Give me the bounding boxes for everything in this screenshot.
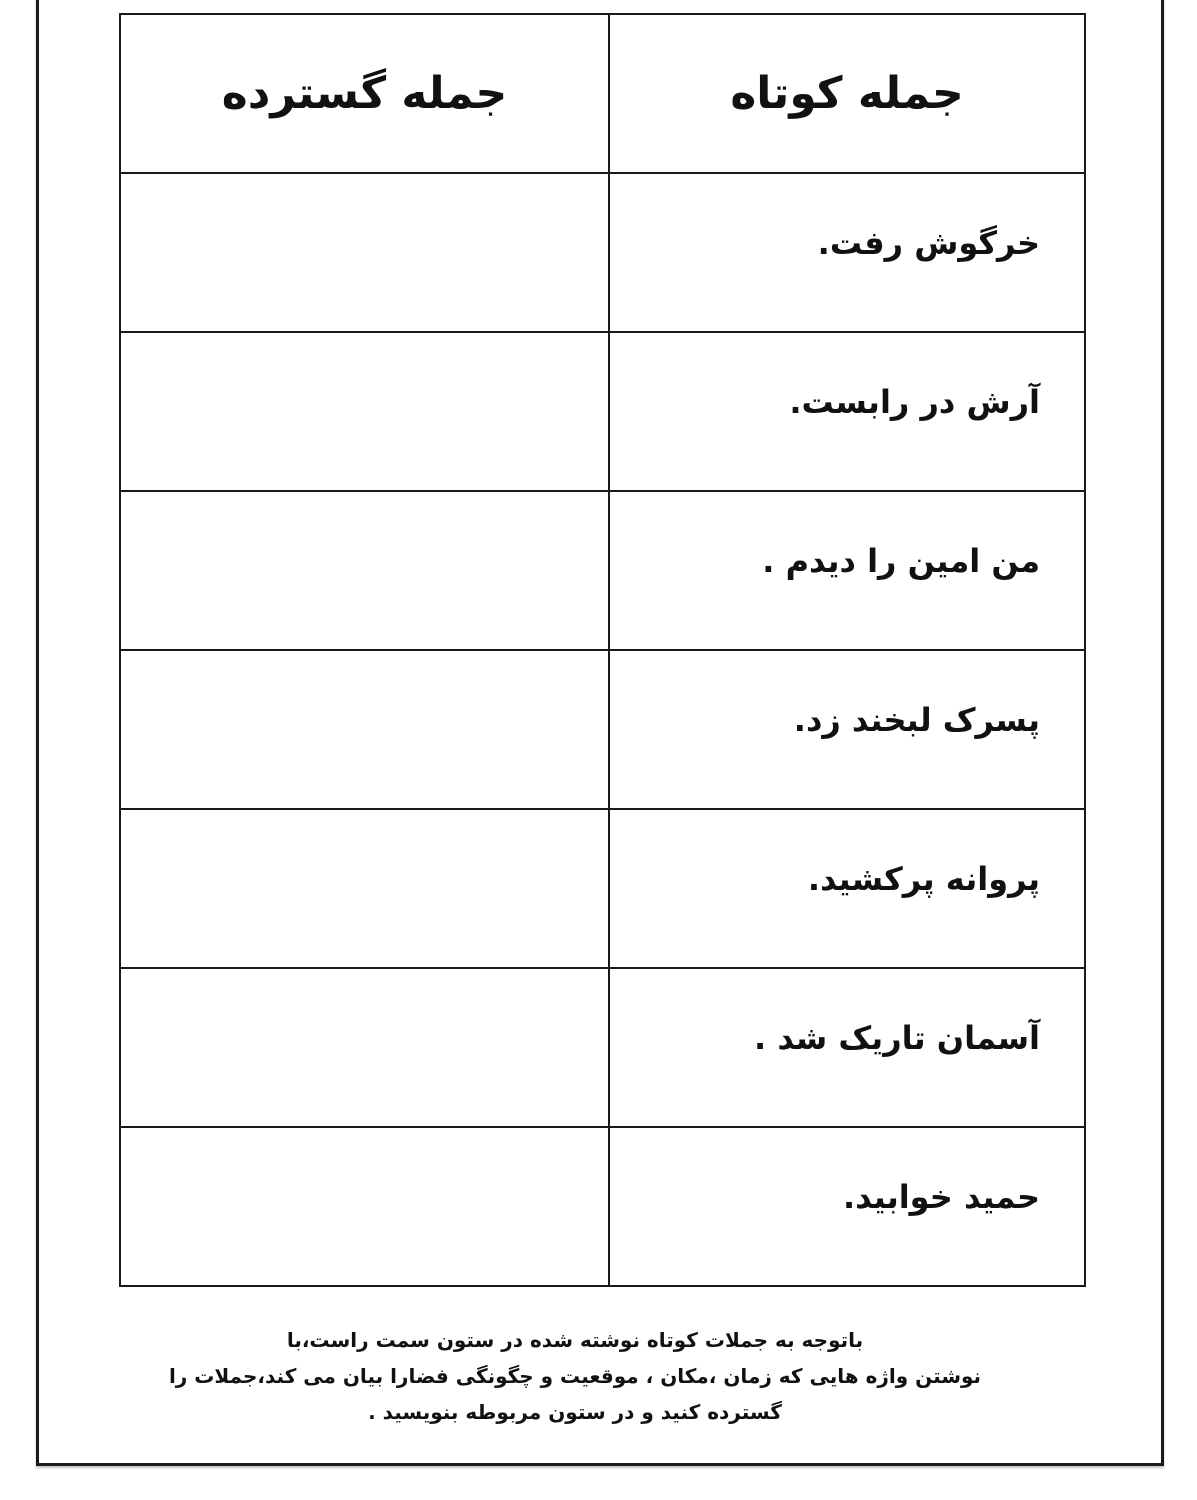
table-row	[120, 1127, 1085, 1286]
short-sentence-cell: آسمان تاریک شد .	[609, 968, 1085, 1127]
instructions-line-1: باتوجه به جملات کوتاه نوشته شده در ستون سمت راست،با	[286, 1328, 864, 1352]
extended-sentence-answer-cell[interactable]	[120, 650, 609, 809]
extended-sentence-answer-cell[interactable]	[120, 968, 609, 1127]
table-row	[120, 968, 1085, 1127]
extended-sentence-column-header: جمله گسترده	[120, 14, 609, 173]
instructions-line-3: گسترده کنید و در ستون مربوطه بنویسید .	[368, 1400, 782, 1424]
extended-sentence-answer-cell[interactable]	[120, 173, 609, 332]
header-row	[120, 14, 1085, 173]
extended-sentence-answer-cell[interactable]	[120, 491, 609, 650]
short-sentence-cell: پروانه پرکشید.	[609, 809, 1085, 968]
short-sentence-cell: خرگوش رفت.	[609, 173, 1085, 332]
extended-sentence-answer-cell[interactable]	[120, 809, 609, 968]
instructions-line-2: نوشتن واژه هایی که زمان ،مکان ، موقعیت و چگونگی فضارا بیان می کند،جملات را	[168, 1364, 982, 1388]
extended-sentence-answer-cell[interactable]	[120, 332, 609, 491]
instructions-text	[150, 1322, 1000, 1430]
short-sentence-cell: آرش در رابست.	[609, 332, 1085, 491]
table-row	[120, 173, 1085, 332]
table-row	[120, 332, 1085, 491]
extended-sentence-answer-cell[interactable]	[120, 1127, 609, 1286]
table-row	[120, 491, 1085, 650]
short-sentence-cell: حمید خوابید.	[609, 1127, 1085, 1286]
short-sentence-column-header: جمله کوتاه	[609, 14, 1085, 173]
worksheet-table	[119, 13, 1086, 1287]
short-sentence-cell: من امین را دیدم .	[609, 491, 1085, 650]
table-row	[120, 650, 1085, 809]
short-sentence-cell: پسرک لبخند زد.	[609, 650, 1085, 809]
table-row	[120, 809, 1085, 968]
